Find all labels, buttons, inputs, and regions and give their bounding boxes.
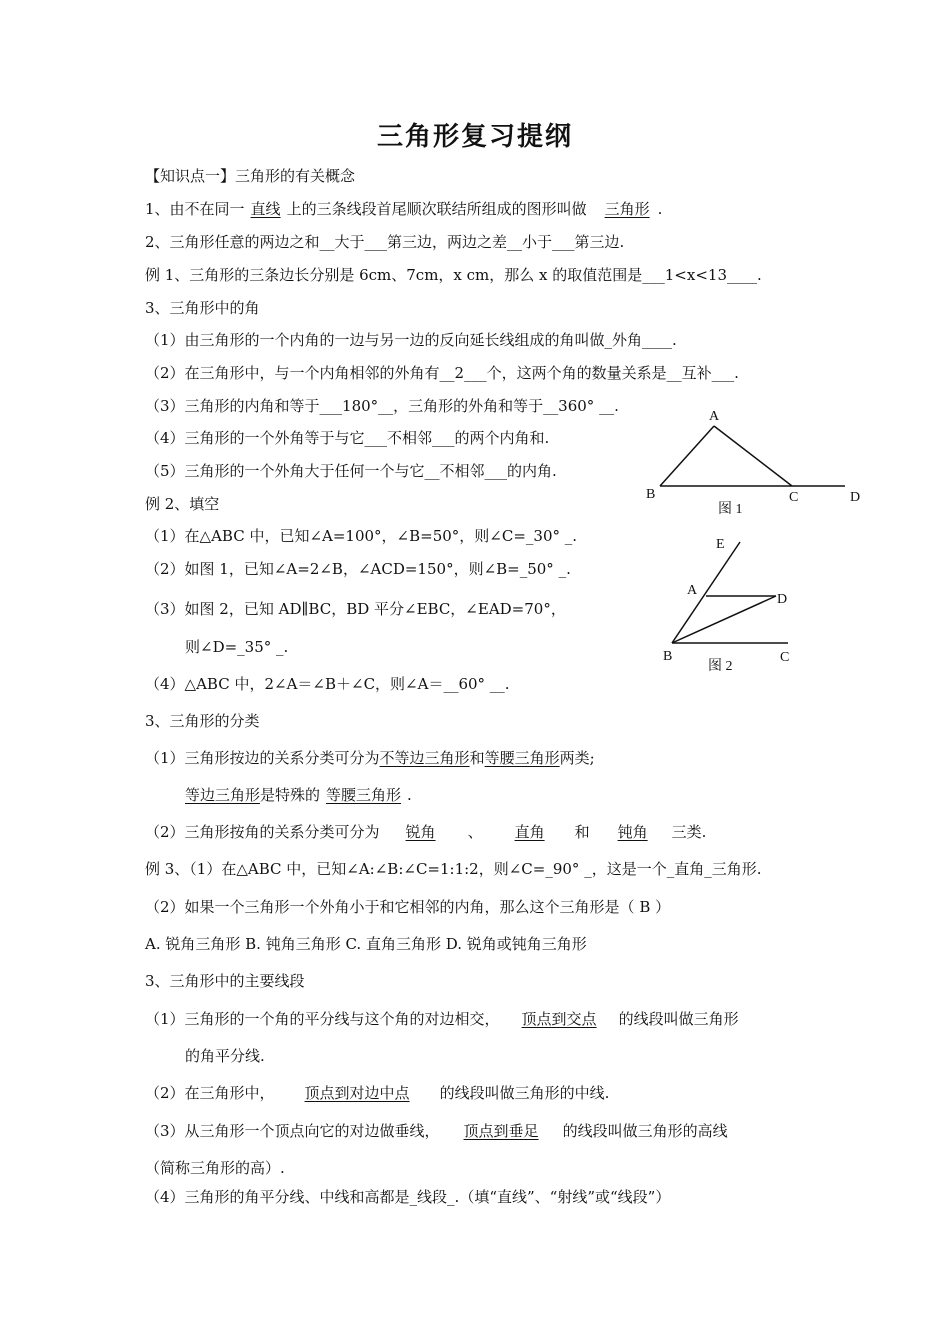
answer-blank: 等边三角形 (185, 786, 261, 804)
line-example-3-2: （2）如果一个三角形一个外角小于和它相邻的内角，那么这个三角形是（ B ） (145, 898, 671, 916)
line-example-2-1: （1）在△ABC 中，已知∠A=100°，∠B=50°，则∠C=_30° _. (145, 527, 578, 545)
line-exterior-angle: （1）由三角形的一个内角的一边与另一边的反向延长线组成的角叫做_外角____. (145, 331, 677, 349)
figure-2 (650, 530, 810, 680)
figure-1-label-b: B (646, 487, 656, 502)
figure-1 (630, 400, 880, 525)
answer-blank: 三角形 (604, 200, 650, 218)
figure-1-label-c: C (789, 490, 799, 505)
figure-1-side-ac (714, 426, 792, 486)
line-example-2-4: （4）△ABC 中，2∠A＝∠B＋∠C，则∠A＝__60° __. (145, 675, 510, 693)
figure-2-label-c: C (780, 650, 790, 665)
line-angle-bisector-cont: 的角平分线. (185, 1047, 265, 1065)
section-angles: 3、三角形中的角 (145, 299, 260, 317)
figure-1-side-ab (660, 426, 714, 486)
line-angle-sum: （3）三角形的内角和等于___180°__，三角形的外角和等于__360° __. (145, 397, 619, 415)
section-main-segments: 3、三角形中的主要线段 (145, 972, 305, 990)
answer-blank: 顶点到交点 (521, 1010, 597, 1028)
answer-blank: 不等边三角形 (379, 749, 470, 767)
line-example-2-3: （3）如图 2，已知 AD∥BC，BD 平分∠EBC，∠EAD=70°， (145, 600, 566, 618)
line-example-1: 例 1、三角形的三条边长分别是 6cm、7cm，x cm，那么 x 的取值范围是___1<x<13____. (145, 266, 762, 284)
line-altitude-cont: （简称三角形的高）. (145, 1159, 285, 1177)
section-classification: 3、三角形的分类 (145, 712, 260, 730)
figure-2-label-b: B (663, 649, 673, 664)
figure-1-caption: 图 1 (718, 502, 743, 517)
line-exterior-greater: （5）三角形的一个外角大于任何一个与它__不相邻___的内角. (145, 462, 557, 480)
answer-blank: 直线 (250, 200, 281, 218)
line-adjacent-exterior: （2）在三角形中，与一个内角相邻的外角有__2___个，这两个角的数量关系是__互补___. (145, 364, 739, 382)
answer-blank: 等腰三角形 (326, 786, 402, 804)
figure-2-label-a: A (687, 583, 698, 598)
line-median: （2）在三角形中， 顶点到对边中点 的线段叫做三角形的中线. (145, 1084, 610, 1102)
line-example-3-options: A. 锐角三角形 B. 钝角三角形 C. 直角三角形 D. 锐角或钝角三角形 (145, 935, 587, 953)
answer-blank: 直角 (514, 823, 545, 841)
line-segment-type: （4）三角形的角平分线、中线和高都是_线段_.（填“直线”、“射线”或“线段”） (145, 1188, 671, 1206)
answer-blank: 钝角 (617, 823, 648, 841)
line-example-3-1: 例 3、（1）在△ABC 中，已知∠A:∠B:∠C=1:1:2，则∠C=_90° _，这是一个_直角_三角形. (145, 860, 762, 878)
figure-1-label-d: D (850, 490, 861, 505)
line-example-2-3-answer: 则∠D=_35° _. (185, 638, 289, 656)
answer-blank: 顶点到垂足 (463, 1122, 539, 1140)
line-equilateral-special: 等边三角形是特殊的 等腰三角形 . (185, 786, 412, 804)
line-angle-bisector: （1）三角形的一个角的平分线与这个角的对边相交， 顶点到交点 的线段叫做三角形 (145, 1010, 739, 1028)
line-example-2-2: （2）如图 1，已知∠A=2∠B，∠ACD=150°，则∠B=_50° _. (145, 560, 571, 578)
line-altitude: （3）从三角形一个顶点向它的对边做垂线， 顶点到垂足 的线段叫做三角形的高线 (145, 1122, 728, 1140)
section-heading-1: 【知识点一】三角形的有关概念 (145, 167, 356, 185)
line-side-relation: 2、三角形任意的两边之和__大于___第三边，两边之差__小于___第三边. (145, 233, 625, 251)
figure-2-label-e: E (716, 537, 725, 552)
answer-blank: 等腰三角形 (484, 749, 560, 767)
figure-2-caption: 图 2 (708, 659, 733, 674)
line-definition-triangle: 1、由不在同一 直线 上的三条线段首尾顺次联结所组成的图形叫做 三角形 . (145, 200, 663, 218)
page-title: 三角形复习提纲 (376, 122, 573, 152)
line-classify-by-angles: （2）三角形按角的关系分类可分为 锐角 、 直角 和 钝角 三类. (145, 823, 707, 841)
line-classify-by-sides: （1）三角形按边的关系分类可分为不等边三角形和等腰三角形两类; (145, 749, 595, 767)
line-example-2: 例 2、填空 (145, 495, 220, 513)
answer-blank: 锐角 (405, 823, 436, 841)
figure-2-label-d: D (777, 592, 788, 607)
line-exterior-equals: （4）三角形的一个外角等于与它___不相邻___的两个内角和. (145, 429, 550, 447)
figure-1-label-a: A (709, 409, 720, 424)
answer-blank: 顶点到对边中点 (304, 1084, 410, 1102)
